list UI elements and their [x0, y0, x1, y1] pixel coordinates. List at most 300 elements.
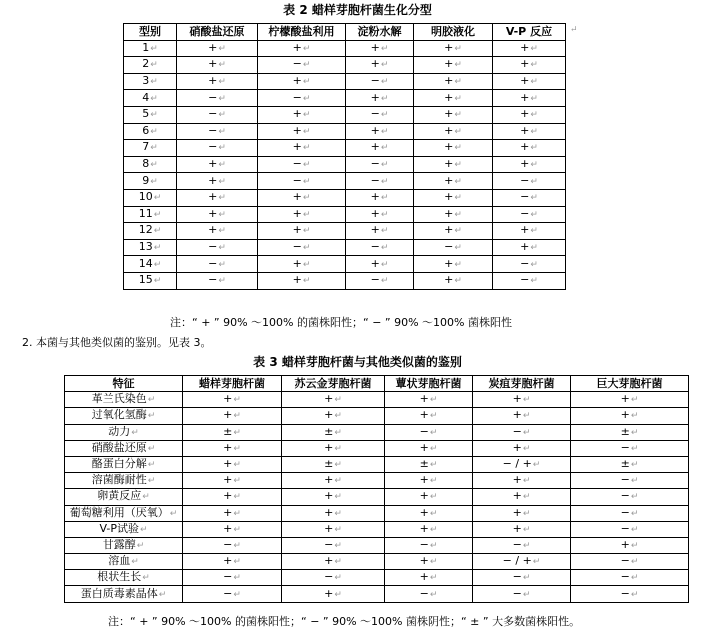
- table2-note: 注：“ + ” 90% ～100% 的菌株阳性；“ − ” 90% ～100% 菌株阳性: [170, 316, 512, 329]
- table-cell: [282, 473, 385, 489]
- cell-text: +: [419, 440, 429, 454]
- cell-text: +: [208, 57, 218, 71]
- table-row: [124, 40, 566, 57]
- table-cell: [346, 173, 414, 190]
- return-mark: ↵: [142, 492, 150, 503]
- table-cell: [258, 272, 346, 289]
- table-cell: [473, 440, 571, 456]
- table-cell: [385, 554, 473, 570]
- return-mark: ↵: [302, 126, 311, 137]
- table3-header-row: [65, 376, 689, 392]
- return-mark: ↵: [147, 460, 156, 471]
- cell-text: +: [324, 408, 334, 422]
- row-label-cell: [65, 473, 183, 489]
- column-header: 柠檬酸盐利用: [258, 24, 346, 41]
- return-mark: ↵: [218, 143, 226, 154]
- cell-text: +: [419, 505, 429, 519]
- cell-text: +: [520, 157, 530, 171]
- table-cell: [385, 440, 473, 456]
- cell-text: +: [208, 190, 218, 204]
- return-mark: ↵: [429, 443, 438, 454]
- cell-text: 11: [138, 206, 153, 220]
- cell-text: +: [520, 90, 530, 104]
- return-mark: ↵: [530, 193, 538, 204]
- cell-text: +: [208, 173, 218, 187]
- return-mark: ↵: [218, 160, 226, 171]
- return-mark: ↵: [169, 508, 178, 519]
- cell-text: 8: [142, 157, 150, 171]
- cell-text: −: [620, 586, 630, 600]
- table-cell: [346, 90, 414, 107]
- return-mark: ↵: [150, 176, 158, 187]
- return-mark: ↵: [302, 259, 311, 270]
- cell-text: 溶血: [108, 554, 131, 568]
- row-label-cell: [65, 554, 183, 570]
- return-mark: ↵: [454, 143, 462, 154]
- cell-text: +: [620, 408, 630, 422]
- table-cell: [183, 408, 282, 424]
- table-row: [65, 521, 689, 537]
- return-mark: ↵: [530, 209, 538, 220]
- table-cell: [183, 440, 282, 456]
- table-cell: [177, 140, 258, 157]
- return-mark: ↵: [218, 43, 226, 54]
- return-mark: ↵: [334, 395, 342, 406]
- cell-text: +: [444, 107, 454, 121]
- table-cell: [282, 570, 385, 586]
- return-mark: ↵: [218, 176, 226, 187]
- return-mark: ↵: [233, 540, 241, 551]
- cell-text: −: [419, 586, 429, 600]
- return-mark: ↵: [150, 110, 158, 121]
- return-mark: ↵: [218, 110, 226, 121]
- return-mark: ↵: [302, 193, 311, 204]
- cell-text: −: [223, 570, 233, 584]
- return-mark: ↵: [429, 589, 438, 600]
- cell-text: +: [520, 57, 530, 71]
- column-header: V-P 反应: [493, 24, 566, 41]
- cell-text: −: [292, 240, 302, 254]
- return-mark: ↵: [147, 411, 156, 422]
- cell-text: −: [419, 537, 429, 551]
- return-mark: ↵: [630, 589, 639, 600]
- table-cell: [571, 521, 689, 537]
- cell-text: +: [620, 392, 630, 406]
- cell-text: +: [419, 473, 429, 487]
- return-mark: ↵: [233, 508, 241, 519]
- return-mark: ↵: [158, 589, 167, 600]
- table-cell: [493, 272, 566, 289]
- paragraph-text: 2. 本菌与其他类似菌的鉴别。见表 3。: [22, 336, 212, 349]
- cell-text: −: [370, 240, 380, 254]
- table-cell: [258, 106, 346, 123]
- cell-text: −: [208, 140, 218, 154]
- table-cell: [177, 272, 258, 289]
- table-cell: [414, 73, 493, 90]
- table-cell: [346, 40, 414, 57]
- cell-text: −: [370, 107, 380, 121]
- return-mark: ↵: [334, 557, 342, 568]
- return-mark: ↵: [380, 243, 389, 254]
- table-cell: [282, 521, 385, 537]
- cell-text: 过氧化氢酶: [91, 408, 147, 422]
- return-mark: ↵: [218, 77, 226, 88]
- return-mark: ↵: [454, 259, 462, 270]
- cell-text: +: [223, 457, 233, 471]
- cell-text: +: [444, 223, 454, 237]
- return-mark: ↵: [302, 276, 311, 287]
- cell-text: +: [208, 206, 218, 220]
- return-mark: ↵: [454, 160, 462, 171]
- table-cell: [258, 223, 346, 240]
- cell-text: ±: [419, 457, 429, 471]
- return-mark: ↵: [454, 126, 462, 137]
- table-cell: [183, 554, 282, 570]
- table-row: [65, 392, 689, 408]
- return-mark: ↵: [530, 43, 538, 54]
- row-label-cell: [124, 239, 177, 256]
- row-label-cell: [65, 489, 183, 505]
- return-mark: ↵: [380, 226, 389, 237]
- cell-text: 根状生长: [97, 570, 142, 584]
- return-mark: ↵: [334, 427, 342, 438]
- cell-text: −: [370, 157, 380, 171]
- return-mark: ↵: [380, 77, 389, 88]
- row-label-cell: [124, 206, 177, 223]
- return-mark: ↵: [233, 476, 241, 487]
- return-mark: ↵: [630, 492, 639, 503]
- table-cell: [282, 537, 385, 553]
- return-mark: ↵: [233, 427, 241, 438]
- return-mark: ↵: [233, 460, 241, 471]
- table-cell: [414, 106, 493, 123]
- cell-text: +: [512, 505, 522, 519]
- table-cell: [258, 189, 346, 206]
- return-mark: ↵: [233, 573, 241, 584]
- cell-text: +: [292, 107, 302, 121]
- cell-text: 15: [138, 273, 153, 287]
- table-cell: [385, 521, 473, 537]
- return-mark: ↵: [302, 243, 311, 254]
- table-cell: [177, 206, 258, 223]
- table-row: [65, 440, 689, 456]
- table-cell: [414, 90, 493, 107]
- table-cell: [177, 40, 258, 57]
- cell-text: −: [620, 554, 630, 568]
- cell-text: +: [324, 586, 334, 600]
- return-mark: ↵: [429, 476, 438, 487]
- row-label-cell: [124, 156, 177, 173]
- table-cell: [282, 554, 385, 570]
- return-mark: ↵: [302, 110, 311, 121]
- table3-note: 注：“ + ” 90% ～100% 的菌株阳性；“ − ” 90% ～100% 菌株阴性；“ ± ” 大多数菌株阳性。: [108, 615, 581, 628]
- table-row: [124, 140, 566, 157]
- table-row: [65, 489, 689, 505]
- return-mark: ↵: [218, 276, 226, 287]
- return-mark: ↵: [454, 77, 462, 88]
- return-mark: ↵: [150, 160, 158, 171]
- return-mark: ↵: [233, 411, 241, 422]
- return-mark: ↵: [530, 126, 538, 137]
- table-cell: [414, 123, 493, 140]
- cell-text: 13: [138, 240, 153, 254]
- cell-text: +: [520, 107, 530, 121]
- return-mark: ↵: [530, 110, 538, 121]
- return-mark: ↵: [218, 93, 226, 104]
- table-cell: [493, 173, 566, 190]
- table-cell: [177, 57, 258, 74]
- table-cell: [346, 256, 414, 273]
- table-cell: [571, 505, 689, 521]
- cell-text: +: [512, 408, 522, 422]
- table-cell: [571, 473, 689, 489]
- return-mark: ↵: [153, 276, 162, 287]
- cell-text: 3: [142, 74, 150, 88]
- return-mark: ↵: [380, 209, 389, 220]
- cell-text: 4: [142, 90, 150, 104]
- row-label-cell: [124, 223, 177, 240]
- row-label-cell: [65, 392, 183, 408]
- return-mark: ↵: [153, 209, 162, 220]
- return-mark: ↵: [233, 557, 241, 568]
- return-mark: ↵: [530, 160, 538, 171]
- cell-text: +: [370, 256, 380, 270]
- cell-text: −: [620, 440, 630, 454]
- table-cell: [258, 156, 346, 173]
- return-mark: ↵: [380, 176, 389, 187]
- table-cell: [282, 505, 385, 521]
- return-mark: ↵: [522, 476, 531, 487]
- return-mark: ↵: [153, 259, 162, 270]
- table-row: [124, 239, 566, 256]
- row-label-cell: [65, 408, 183, 424]
- cell-text: −: [370, 173, 380, 187]
- table-cell: [282, 424, 385, 440]
- cell-text: −: [512, 570, 522, 584]
- return-mark: ↵: [380, 276, 389, 287]
- cell-text: +: [208, 40, 218, 54]
- return-mark: ↵: [429, 573, 438, 584]
- return-mark: ↵: [530, 60, 538, 71]
- table-cell: [473, 424, 571, 440]
- cell-text: −: [208, 240, 218, 254]
- column-header: 炭疽芽胞杆菌: [473, 376, 571, 392]
- table-cell: [385, 424, 473, 440]
- return-mark: ↵: [136, 540, 145, 551]
- return-mark: ↵: [334, 411, 342, 422]
- table-cell: [414, 272, 493, 289]
- cell-text: +: [292, 74, 302, 88]
- row-label-cell: [65, 440, 183, 456]
- return-mark: ↵: [150, 77, 158, 88]
- table-cell: [183, 570, 282, 586]
- cell-text: +: [292, 206, 302, 220]
- return-mark: ↵: [380, 193, 389, 204]
- table-cell: [177, 73, 258, 90]
- table-cell: [282, 456, 385, 472]
- return-mark: ↵: [530, 243, 538, 254]
- row-label-cell: [65, 537, 183, 553]
- cell-text: 9: [142, 173, 150, 187]
- table-cell: [571, 424, 689, 440]
- cell-text: +: [444, 90, 454, 104]
- return-mark: ↵: [147, 395, 156, 406]
- row-label-cell: [124, 106, 177, 123]
- table-cell: [385, 392, 473, 408]
- table-cell: [385, 408, 473, 424]
- cell-text: +: [370, 123, 380, 137]
- cell-text: +: [292, 273, 302, 287]
- return-mark: ↵: [302, 176, 311, 187]
- return-mark: ↵: [429, 557, 438, 568]
- table-row: [65, 570, 689, 586]
- cell-text: +: [520, 140, 530, 154]
- cell-text: ±: [223, 424, 233, 438]
- cell-text: −: [512, 537, 522, 551]
- return-mark: ↵: [380, 259, 389, 270]
- cell-text: −: [620, 521, 630, 535]
- table-cell: [385, 473, 473, 489]
- return-mark: ↵: [522, 443, 531, 454]
- table-row: [124, 106, 566, 123]
- table-cell: [571, 392, 689, 408]
- table-cell: [493, 106, 566, 123]
- row-label-cell: [65, 424, 183, 440]
- cell-text: +: [419, 408, 429, 422]
- table-cell: [473, 521, 571, 537]
- cell-text: +: [419, 570, 429, 584]
- table-cell: [414, 57, 493, 74]
- return-mark: ↵: [530, 259, 538, 270]
- cell-text: +: [520, 40, 530, 54]
- table-cell: [414, 40, 493, 57]
- table-cell: [473, 408, 571, 424]
- cell-text: +: [292, 40, 302, 54]
- return-mark: ↵: [380, 110, 389, 121]
- return-mark: ↵: [630, 443, 639, 454]
- cell-text: −: [520, 206, 530, 220]
- table-cell: [183, 424, 282, 440]
- table-row: [65, 456, 689, 472]
- return-mark: ↵: [454, 60, 462, 71]
- cell-text: +: [444, 57, 454, 71]
- return-mark: ↵: [233, 524, 241, 535]
- return-mark: ↵: [139, 524, 148, 535]
- return-mark: ↵: [380, 126, 389, 137]
- return-mark: ↵: [334, 443, 342, 454]
- cell-text: 5: [142, 107, 150, 121]
- table-cell: [493, 189, 566, 206]
- table-cell: [177, 256, 258, 273]
- cell-text: +: [223, 521, 233, 535]
- table-cell: [385, 586, 473, 602]
- table-cell: [385, 570, 473, 586]
- table-cell: [571, 408, 689, 424]
- table-cell: [385, 489, 473, 505]
- cell-text: −: [208, 256, 218, 270]
- table-cell: [493, 123, 566, 140]
- cell-text: +: [419, 554, 429, 568]
- table-cell: [571, 456, 689, 472]
- cell-text: +: [324, 440, 334, 454]
- table-cell: [385, 537, 473, 553]
- return-mark: ↵: [147, 443, 156, 454]
- cell-text: − / +: [502, 554, 532, 568]
- cell-text: +: [370, 140, 380, 154]
- column-header: 型别: [124, 24, 177, 41]
- table-cell: [177, 90, 258, 107]
- return-mark: ↵: [302, 77, 311, 88]
- table-row: [124, 123, 566, 140]
- cell-text: −: [620, 489, 630, 503]
- table-cell: [177, 189, 258, 206]
- cell-text: −: [620, 473, 630, 487]
- row-label-cell: [65, 570, 183, 586]
- return-mark: ↵: [630, 524, 639, 535]
- return-mark: ↵: [233, 589, 241, 600]
- cell-text: −: [208, 123, 218, 137]
- row-label-cell: [124, 189, 177, 206]
- return-mark: ↵: [150, 143, 158, 154]
- table-cell: [493, 239, 566, 256]
- cell-text: −: [512, 586, 522, 600]
- table-cell: [183, 473, 282, 489]
- table-cell: [258, 90, 346, 107]
- cell-text: −: [520, 273, 530, 287]
- cell-text: +: [520, 123, 530, 137]
- cell-text: +: [223, 554, 233, 568]
- cell-text: +: [444, 256, 454, 270]
- cell-text: +: [419, 489, 429, 503]
- return-mark: ↵: [131, 557, 139, 568]
- return-mark: ↵: [429, 411, 438, 422]
- return-mark: ↵: [429, 508, 438, 519]
- table-row: [65, 473, 689, 489]
- row-label-cell: [124, 73, 177, 90]
- table-cell: [493, 256, 566, 273]
- table-cell: [346, 106, 414, 123]
- row-label-cell: [124, 256, 177, 273]
- cell-text: +: [512, 440, 522, 454]
- table-cell: [177, 173, 258, 190]
- table-row: [124, 90, 566, 107]
- table-cell: [183, 456, 282, 472]
- cell-text: ±: [620, 457, 630, 471]
- table-row: [65, 554, 689, 570]
- return-mark: ↵: [429, 395, 438, 406]
- return-mark: ↵: [218, 60, 226, 71]
- table-cell: [473, 570, 571, 586]
- return-mark: ↵: [522, 540, 531, 551]
- return-mark: ↵: [630, 427, 639, 438]
- return-mark: ↵: [302, 143, 311, 154]
- table2: [123, 23, 566, 290]
- return-mark: ↵: [454, 209, 462, 220]
- cell-text: 7: [142, 140, 150, 154]
- return-mark: ↵: [522, 427, 531, 438]
- return-mark: ↵: [153, 243, 162, 254]
- table-cell: [258, 73, 346, 90]
- cell-text: +: [292, 140, 302, 154]
- column-header: 明胶液化: [414, 24, 493, 41]
- return-mark: ↵: [532, 557, 541, 568]
- table-row: [124, 206, 566, 223]
- cell-text: 甘露醇: [102, 537, 136, 551]
- cell-text: +: [444, 40, 454, 54]
- cell-text: +: [223, 408, 233, 422]
- return-mark: ↵: [147, 476, 156, 487]
- return-mark: ↵: [233, 395, 241, 406]
